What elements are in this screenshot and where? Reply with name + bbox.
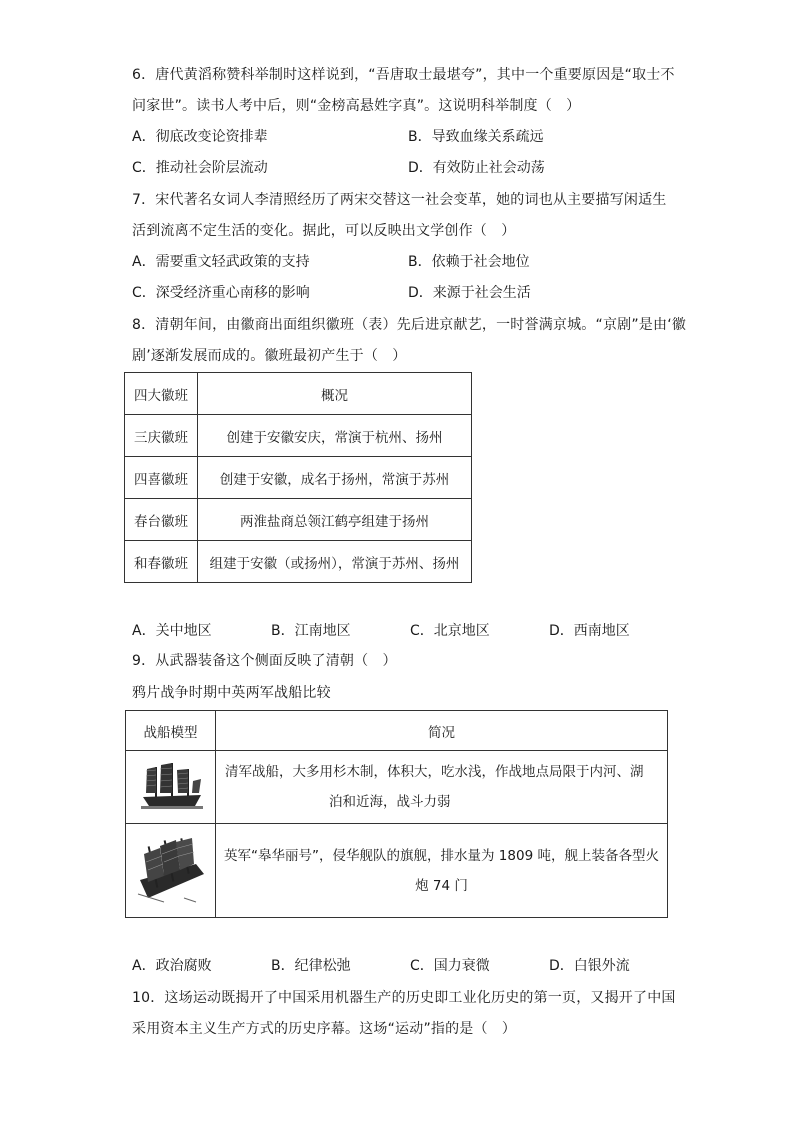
- q10-stem-line1: 10．这场运动既揭开了中国采用机器生产的历史即工业化历史的第一页，又揭开了中国: [132, 990, 676, 1006]
- table-row: [126, 751, 668, 824]
- table-row: [125, 457, 472, 499]
- warship-table: [125, 710, 668, 918]
- ship-desc-cell: [216, 824, 668, 918]
- q8-stem-line1: 8．清朝年间，由徽商出面组织徽班（表）先后进京献艺，一时誉满京城。“京剧”是由‘徽: [132, 317, 687, 333]
- q6-option-a[interactable]: A．彻底改变论资排辈: [132, 129, 268, 145]
- ship-desc-cell: [216, 751, 668, 824]
- table-header-row: [126, 711, 668, 751]
- table-row: [125, 541, 472, 583]
- q9-stem: 9．从武器装备这个侧面反映了清朝（ ）: [132, 653, 397, 669]
- q8-option-a[interactable]: A．关中地区: [132, 623, 212, 639]
- table-header-cell: 简况: [216, 711, 668, 751]
- q6-option-c[interactable]: C．推动社会阶层流动: [132, 160, 268, 176]
- troupe-name-cell: 四喜徽班: [125, 457, 198, 499]
- troupe-name-cell: 三庆徽班: [125, 415, 198, 457]
- troupe-desc-cell: 创建于安徽安庆，常演于杭州、扬州: [198, 415, 472, 457]
- ship-desc-line: 泊和近海，战斗力弱: [329, 794, 451, 810]
- q9-option-b[interactable]: B．纪律松弛: [271, 958, 351, 974]
- q10-stem-line2: 采用资本主义生产方式的历史序幕。这场“运动”指的是（ ）: [132, 1021, 517, 1037]
- q9-caption: 鸦片战争时期中英两军战船比较: [132, 685, 331, 701]
- q7-stem-line1: 7．宋代著名女词人李清照经历了两宋交替这一社会变革，她的词也从主要描写闲适生: [132, 192, 667, 208]
- ship-desc-line: 清军战船，大多用杉木制，体积大，吃水浅，作战地点局限于内河、湖: [225, 764, 644, 780]
- table-row: [125, 499, 472, 541]
- table-header-cell: 概况: [198, 373, 472, 415]
- troupe-desc-cell: 组建于安徽（或扬州），常演于苏州、扬州: [198, 541, 472, 583]
- q7-option-d[interactable]: D．来源于社会生活: [408, 285, 531, 301]
- q9-option-d[interactable]: D．白银外流: [549, 958, 630, 974]
- british-warship-image: [134, 832, 208, 910]
- troupe-desc-cell: 两淮盐商总领江鹤亭组建于扬州: [198, 499, 472, 541]
- ship-desc-line: 英军“皋华丽号”，侵华舰队的旗舰，排水量为 1809 吨，舰上装备各型火: [224, 847, 659, 864]
- q7-stem-line2: 活到流离不定生活的变化。据此，可以反映出文学创作（ ）: [132, 223, 516, 239]
- q8-option-d[interactable]: D．西南地区: [549, 623, 630, 639]
- huiban-table: [124, 372, 472, 583]
- table-row: [126, 824, 668, 918]
- troupe-name-cell: 春台徽班: [125, 499, 198, 541]
- ship-desc-line: 炮 74 门: [415, 877, 468, 894]
- chinese-junk-ship-image: [135, 759, 207, 815]
- q6-stem-line1: 6．唐代黄滔称赞科举制时这样说到，“吾唐取士最堪夸”，其中一个重要原因是“取士不: [132, 67, 675, 83]
- table-header-cell: 四大徽班: [125, 373, 198, 415]
- q6-option-b[interactable]: B．导致血缘关系疏远: [408, 129, 544, 145]
- q9-option-c[interactable]: C．国力衰微: [410, 958, 490, 974]
- ship-image-cell: [126, 824, 216, 918]
- q9-option-a[interactable]: A．政治腐败: [132, 958, 212, 974]
- q7-option-c[interactable]: C．深受经济重心南移的影响: [132, 285, 310, 301]
- table-row: [125, 415, 472, 457]
- q7-option-a[interactable]: A．需要重文轻武政策的支持: [132, 254, 310, 270]
- ship-image-cell: [126, 751, 216, 824]
- q8-option-b[interactable]: B．江南地区: [271, 623, 351, 639]
- table-header-row: [125, 373, 472, 415]
- q7-option-b[interactable]: B．依赖于社会地位: [408, 254, 530, 270]
- table-header-cell: 战船模型: [126, 711, 216, 751]
- troupe-name-cell: 和春徽班: [125, 541, 198, 583]
- q8-option-c[interactable]: C．北京地区: [410, 623, 490, 639]
- q6-stem-line2: 问家世”。读书人考中后，则“金榜高悬姓字真”。这说明科举制度（ ）: [132, 98, 581, 114]
- q6-option-d[interactable]: D．有效防止社会动荡: [408, 160, 545, 176]
- troupe-desc-cell: 创建于安徽，成名于扬州，常演于苏州: [198, 457, 472, 499]
- q8-stem-line2: 剧’逐渐发展而成的。徽班最初产生于（ ）: [132, 348, 407, 364]
